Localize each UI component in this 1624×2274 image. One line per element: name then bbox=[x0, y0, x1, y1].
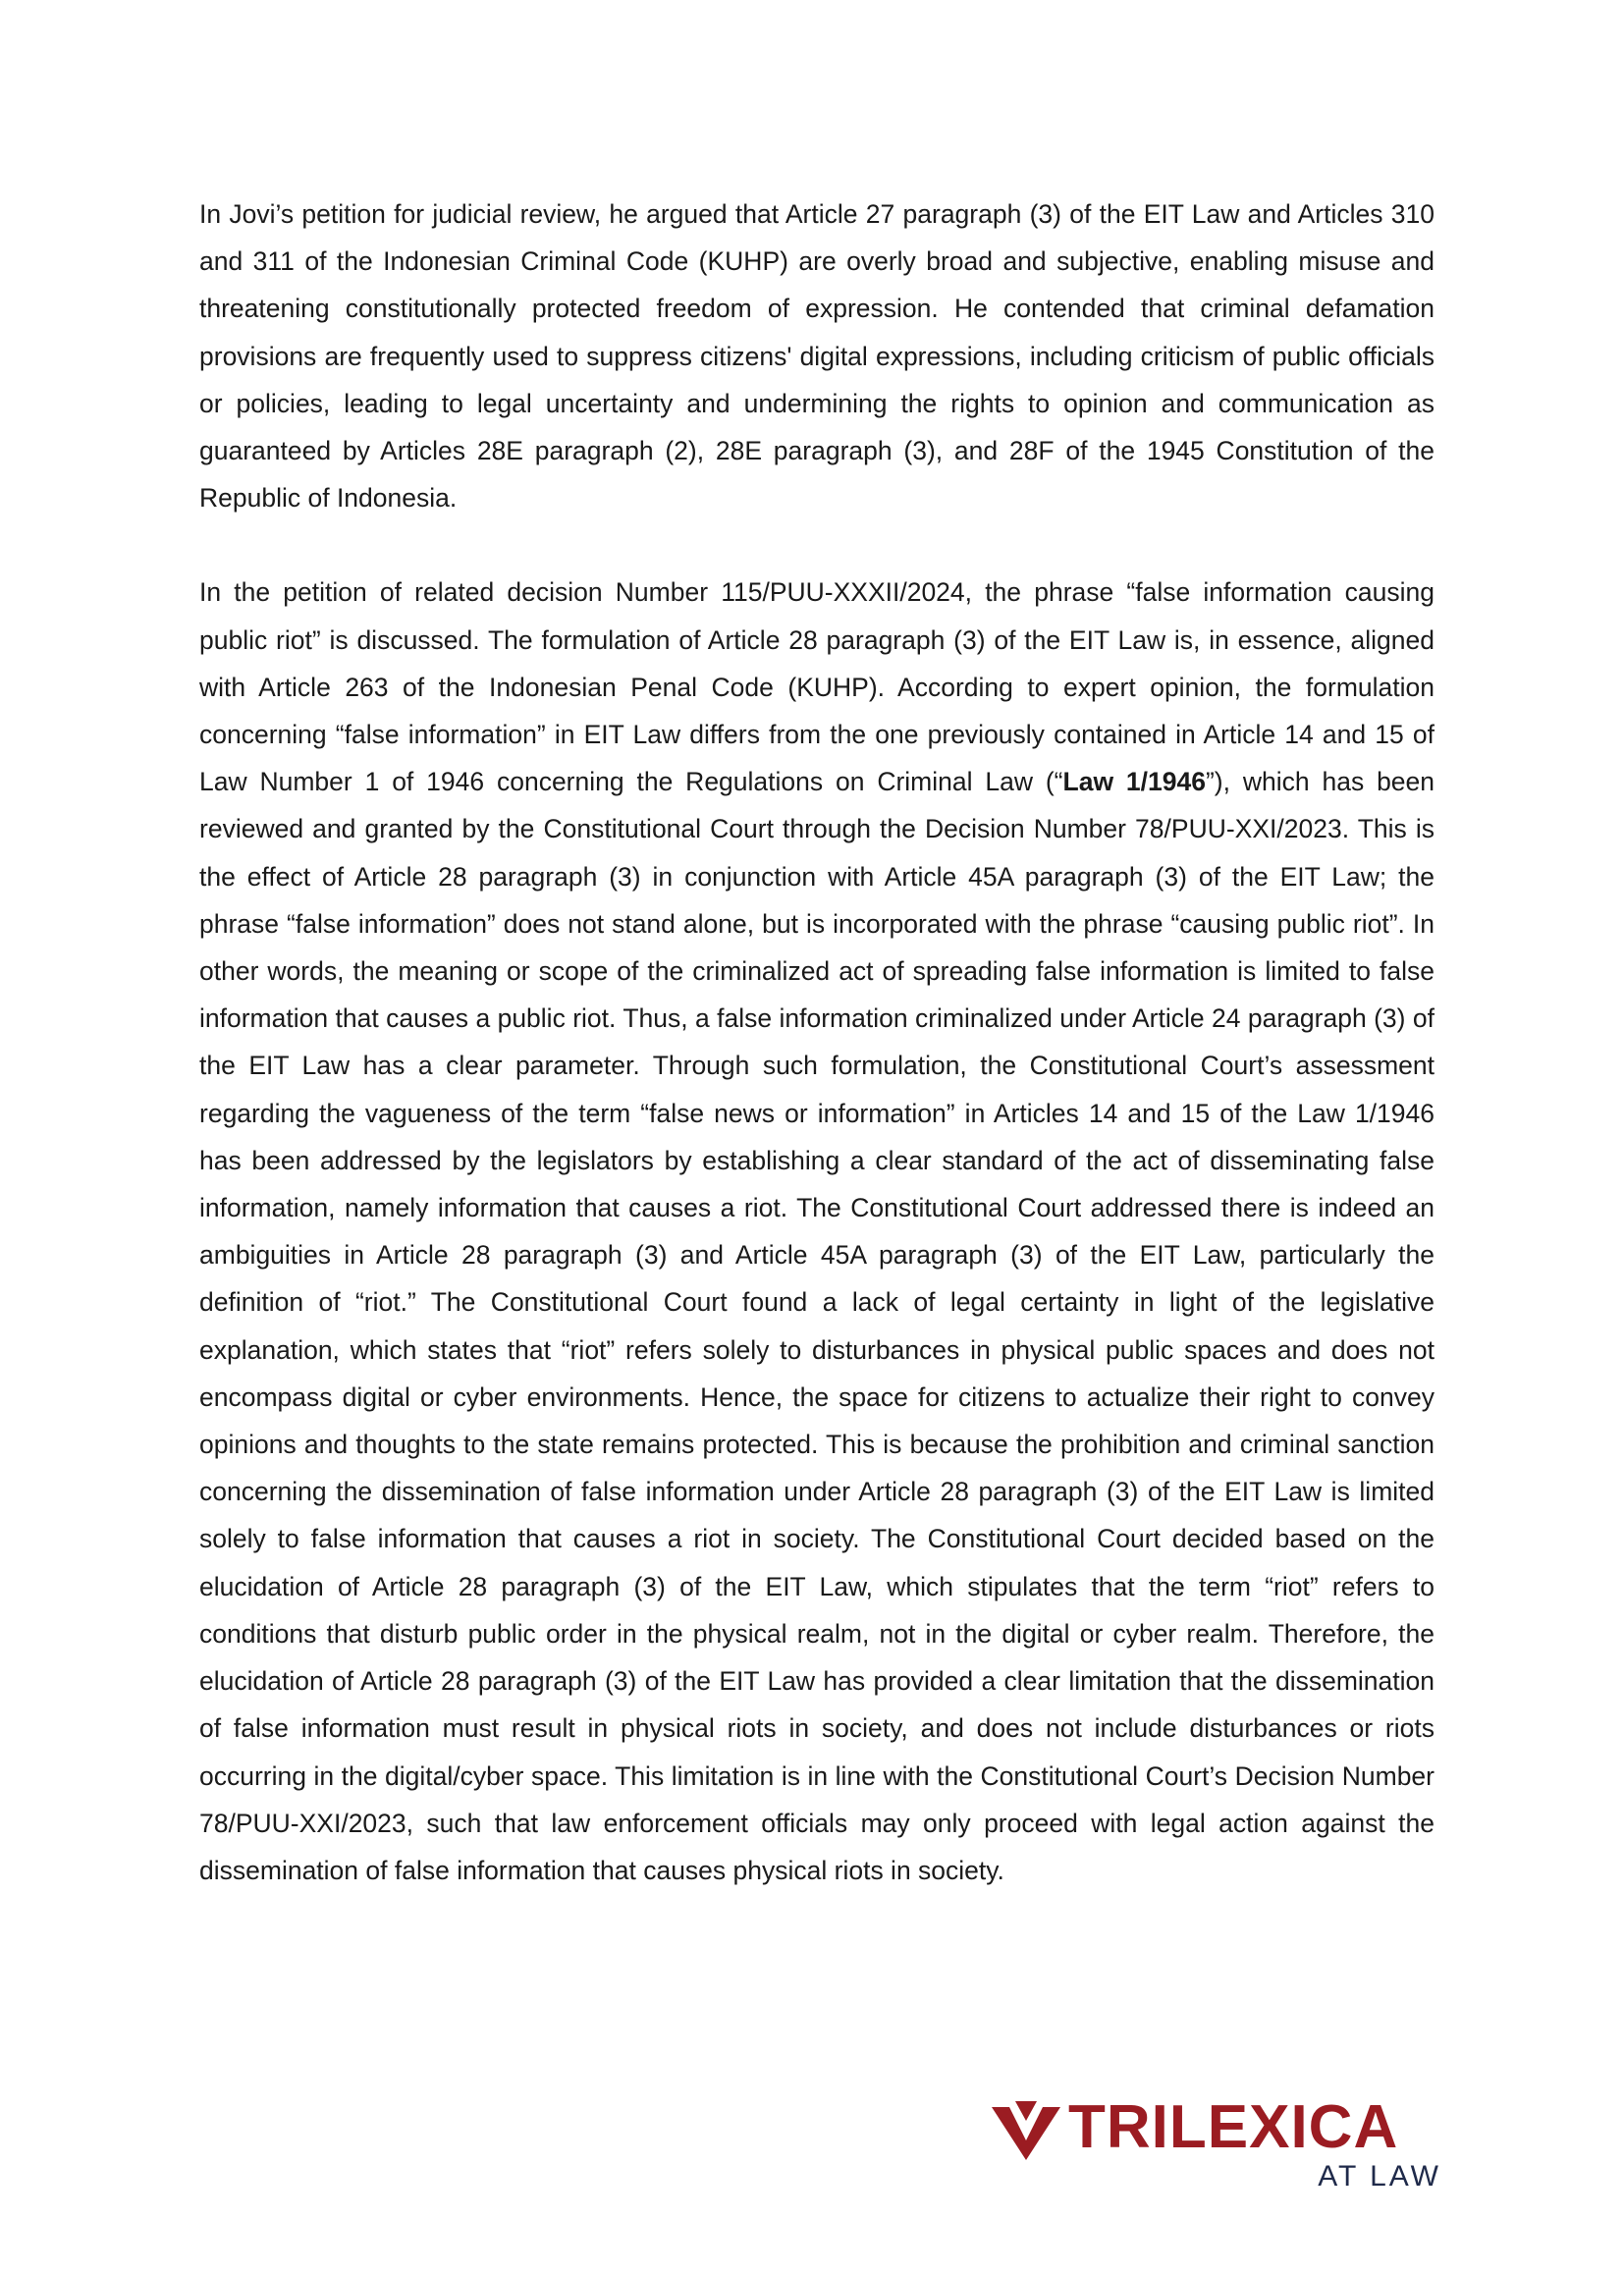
defined-term-law-1-1946: Law 1/1946 bbox=[1062, 767, 1206, 797]
trilexica-chevron-mark-icon bbox=[992, 2101, 1060, 2160]
paragraph-decision-115 bbox=[199, 568, 1435, 1894]
paragraph-petition-jovi: In Jovi’s petition for judicial review, he argued that Article 27 paragraph (3) of the EIT Law and Articles 310 and 311 of the Indonesian Criminal Code (KUHP) are overly broad and subjective, enabling misuse and threatening constitutionally protected freedom of expression. He contended that criminal defamation provisions are frequently used to suppress citizens' digital expressions, including criticism of public officials or policies, leading to legal uncertainty and undermining the rights to opinion and communication as guaranteed by Articles 28E paragraph (2), 28E paragraph (3), and 28F of the 1945 Constitution of the Republic of Indonesia. bbox=[199, 199, 1435, 514]
logo-wordmark: TRILEXICA bbox=[1068, 2093, 1399, 2161]
trilexica-logo bbox=[992, 2093, 1443, 2193]
document-body bbox=[199, 190, 1435, 1894]
logo-subtitle: AT LAW bbox=[1318, 2160, 1441, 2193]
paragraph-text-part: In the petition of related decision Number 115/PUU-XXXII/2024, the phrase “false information causing public riot” is discussed. The formulation of Article 28 paragraph (3) of the EIT Law is, in essence, aligned with Article 263 of the Indonesian Penal Code (KUHP). According to expert opinion, the formulation concerning “false information” in EIT Law differs from the one previously contained in Article 14 and 15 of Law Number 1 of 1946 concerning the Regulations on Criminal Law (“ bbox=[199, 577, 1435, 797]
paragraph-text-part: ”), which has been reviewed and granted by the Constitutional Court through the Decision Number 78/PUU-XXI/2023. This is the effect of Article 28 paragraph (3) in conjunction with Article 45A paragraph (3) of the EIT Law; the phrase “false information” does not stand alone, but is incorporated with the phrase “causing public riot”. In other words, the meaning or scope of the criminalized act of spreading false information is limited to false information that causes a public riot. Thus, a false information criminalized under Article 24 paragraph (3) of the EIT Law has a clear parameter. Through such formulation, the Constitutional Court’s assessment regarding the vagueness of the term “false news or information” in Articles 14 and 15 of the Law 1/1946 has been addressed by the legislators by establishing a clear standard of the act of disseminating false information, namely information that causes a riot. The Constitutional Court addressed there is indeed an ambiguities in Article 28 paragraph (3) and Article 45A paragraph (3) of the EIT Law, particularly the definition of “riot.” The Constitutional Court found a lack of legal certainty in light of the legislative explanation, which states that “riot” refers solely to disturbances in physical public spaces and does not encompass digital or cyber environments. Hence, the space for citizens to actualize their right to convey opinions and thoughts to the state remains protected. This is because the prohibition and criminal sanction concerning the dissemination of false information under Article 28 paragraph (3) of the EIT Law is limited solely to false information that causes a riot in society. The Constitutional Court decided based on the elucidation of Article 28 paragraph (3) of the EIT Law, which stipulates that the term “riot” refers to conditions that disturb public order in the physical realm, not in the digital or cyber realm. Therefore, the elucidation of Article 28 paragraph (3) of the EIT Law has provided a clear limitation that the dissemination of false information must result in physical riots in society, and does not include disturbances or riots occurring in the digital/cyber space. This limitation is in line with the Constitutional Court’s Decision Number 78/PUU-XXI/2023, such that law enforcement officials may only proceed with legal action against the dissemination of false information that causes physical riots in society. bbox=[199, 767, 1435, 1885]
